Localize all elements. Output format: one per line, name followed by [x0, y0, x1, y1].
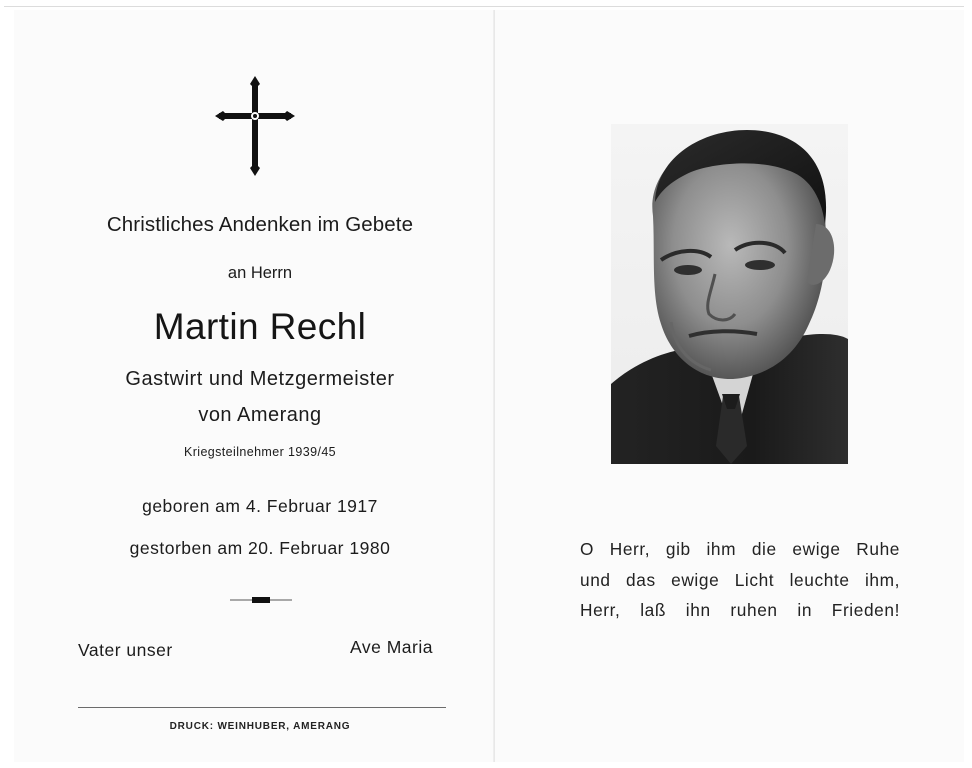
occupation: Gastwirt und Metzgermeister — [125, 368, 395, 390]
deceased-name: Martin Rechl — [153, 306, 367, 347]
death-date-line: gestorben am 20. Februar 1980 — [129, 538, 391, 558]
portrait-illustration — [611, 124, 848, 464]
birth-date-line: geboren am 4. Februar 1917 — [142, 496, 378, 516]
prayer-vater-unser: Vater unser — [78, 640, 173, 660]
addressee-label: an Herrn — [227, 264, 293, 282]
right-panel — [495, 0, 972, 768]
place-of-origin: von Amerang — [198, 404, 322, 426]
prayer-verse — [580, 534, 900, 626]
cross-icon — [215, 76, 295, 176]
verse-line-2: und das ewige Licht leuchte ihm, — [580, 569, 900, 590]
verse-line-1: O Herr, gib ihm die ewige Ruhe — [580, 539, 900, 559]
dedication-title: Christliches Andenken im Gebete — [106, 213, 414, 236]
verse-line-3: Herr, laß ihn ruhen in Frieden! — [580, 600, 900, 620]
printer-credit: DRUCK: WEINHUBER, AMERANG — [169, 721, 351, 732]
prayer-ave-maria: Ave Maria — [350, 637, 433, 657]
ornament-divider-icon — [230, 594, 292, 606]
divider-rule — [78, 707, 446, 708]
service-note: Kriegsteilnehmer 1939/45 — [183, 445, 337, 459]
portrait-photo — [611, 124, 848, 464]
